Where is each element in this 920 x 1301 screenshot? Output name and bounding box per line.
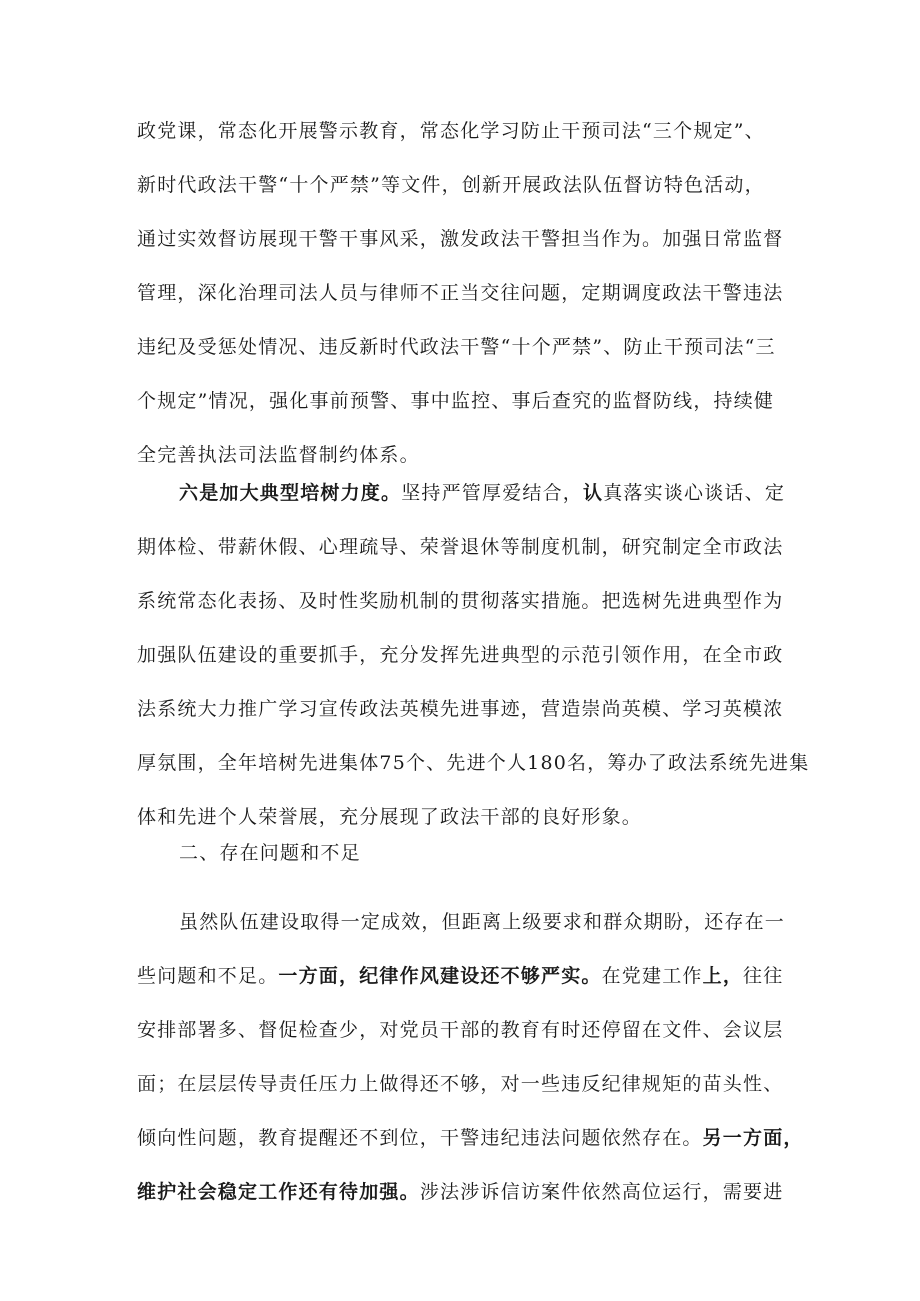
text-line: 通过实效督访展现干警干事风采，激发政法干警担当作为。加强日常监督 — [137, 228, 784, 250]
text-line: 安排部署多、督促检查少，对党员干部的教育有时还停留在文件、会议层 — [137, 1019, 784, 1041]
text-line: 体和先进个人荣誉展，充分展现了政法干部的良好形象。 — [137, 806, 643, 828]
text-run: 坚持严管厚爱结合， — [401, 482, 584, 504]
text-run: 在党建工作 — [601, 965, 703, 987]
text-line-first — [137, 466, 793, 520]
section-heading: 二、存在问题和不足 — [179, 842, 361, 864]
text-line: 全完善执法司法监督制约体系。 — [137, 444, 420, 466]
paragraph-problems — [137, 895, 804, 1219]
text-line: 加强队伍建设的重要抓手，充分发挥先进典型的示范引领作用，在全市政 — [137, 644, 784, 666]
paragraph-model-cultivation — [137, 466, 810, 844]
bold-point: 维护社会稳定工作还有待加强。 — [137, 1181, 420, 1203]
text-line: 个规定”情况，强化事前预警、事中监控、事后查究的监督防线，持续健 — [137, 390, 775, 412]
bold-char: 上， — [702, 965, 744, 987]
text-line: 期体检、带薪休假、心理疏导、荣誉退休等制度机制，研究制定全市政法 — [137, 536, 784, 558]
paragraph-discipline-supervision — [137, 104, 793, 482]
text-line — [137, 1111, 804, 1165]
text-line: 法系统大力推广学习宣传政法英模先进事迹，营造崇尚英模、学习英模浓 — [137, 698, 784, 720]
text-line-first: 虽然队伍建设取得一定成效，但距离上级要求和群众期盼，还存在一 — [179, 911, 786, 933]
text-line: 面；在层层传导责任压力上做得还不够，对一些违反纪律规矩的苗头性、 — [137, 1073, 784, 1095]
bold-point: 一方面，纪律作风建设还不够严实。 — [278, 965, 602, 987]
text-line: 违纪及受惩处情况、违反新时代政法干警“十个严禁”、防止干预司法“三 — [137, 336, 776, 358]
bold-char: 认 — [583, 482, 604, 504]
text-line: 系统常态化表扬、及时性奖励机制的贯彻落实措施。把选树先进典型作为 — [137, 590, 784, 612]
text-line: 政党课，常态化开展警示教育，常态化学习防止干预司法“三个规定”、 — [137, 120, 765, 142]
text-run: 些问题和不足。 — [137, 965, 279, 987]
text-run: 真落实谈心谈话、定 — [603, 482, 786, 504]
bold-point: 另一方面， — [702, 1127, 804, 1149]
text-line: 新时代政法干警“十个严禁”等文件，创新开展政法队伍督访特色活动， — [137, 174, 765, 196]
text-line: 厚氛围，全年培树先进集体75个、先进个人180名，筹办了政法系统先进集 — [137, 752, 810, 774]
text-line — [137, 1165, 793, 1219]
text-line: 管理，深化治理司法人员与律师不正当交往问题，定期调度政法干警违法 — [137, 282, 784, 304]
bold-lead-sentence: 六是加大典型培树力度。 — [179, 482, 402, 504]
text-run: 涉法涉诉信访案件依然高位运行，需要进 — [419, 1181, 784, 1203]
text-run: 往往 — [743, 965, 784, 987]
text-run: 倾向性问题，教育提醒还不到位，干警违纪违法问题依然存在。 — [137, 1127, 703, 1149]
text-line — [137, 949, 793, 1003]
